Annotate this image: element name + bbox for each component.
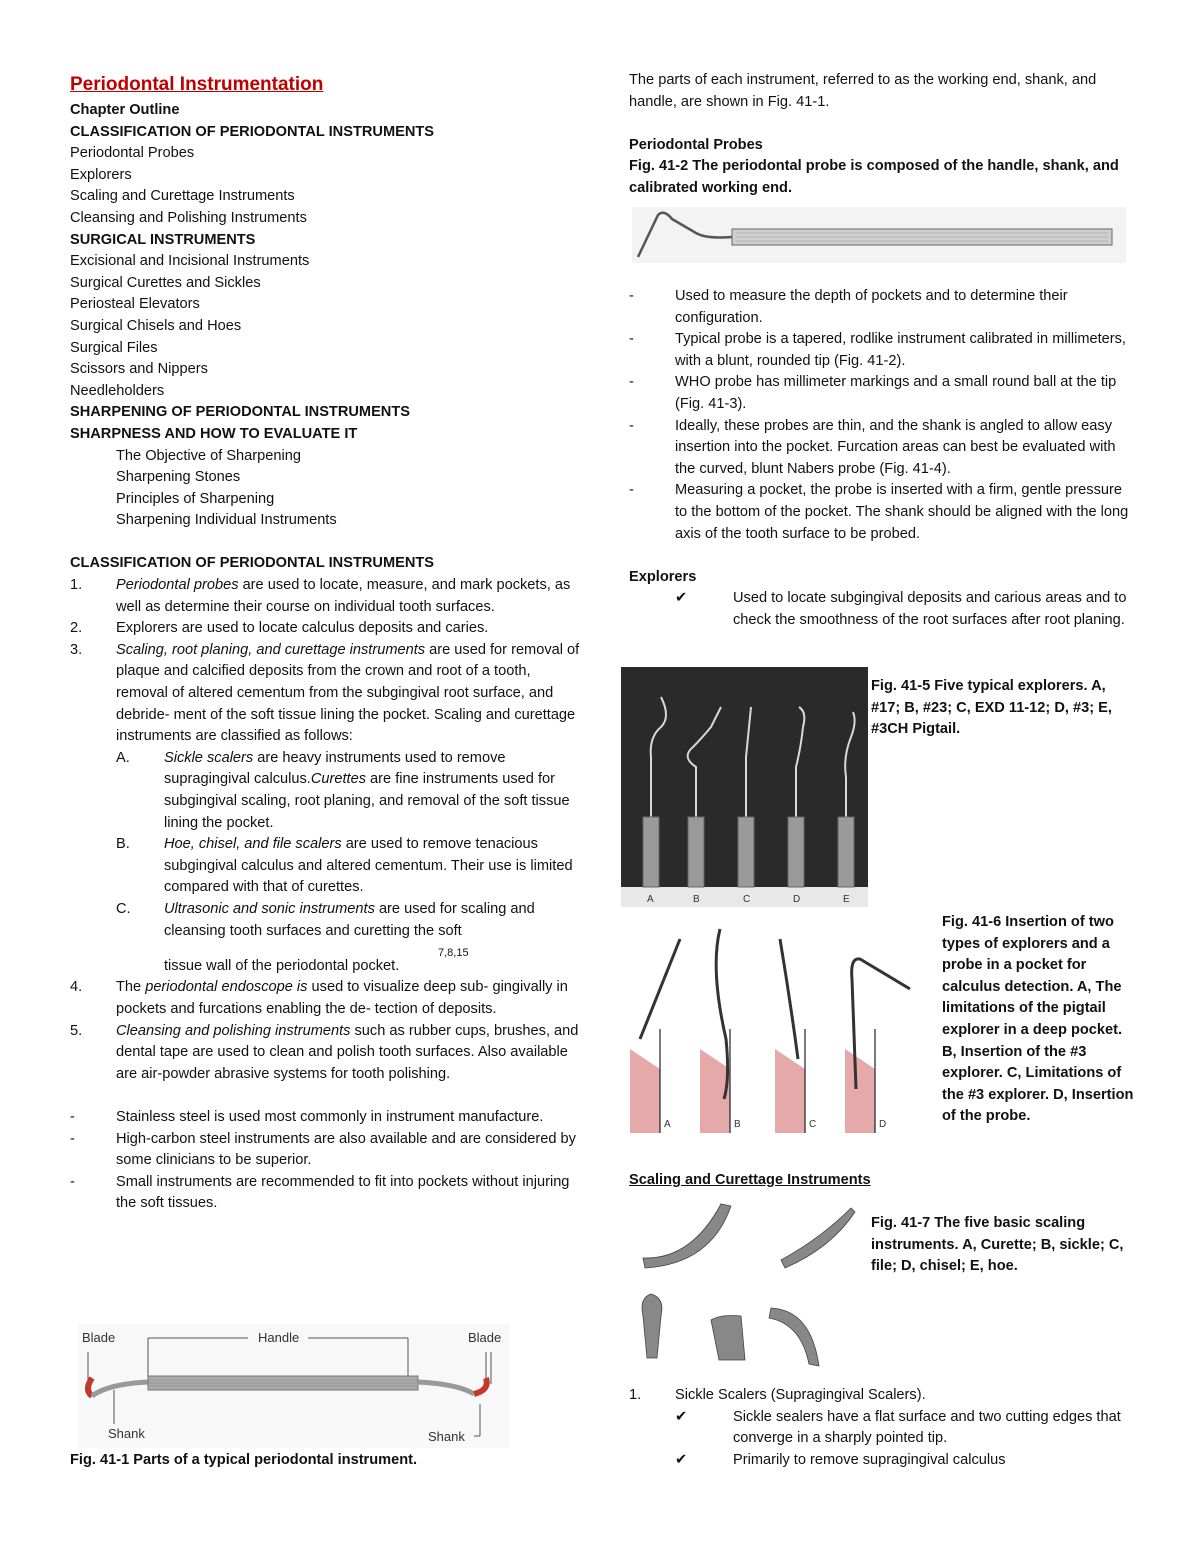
fig1-label-blade-left: Blade (82, 1330, 116, 1345)
outline-item: CLASSIFICATION OF PERIODONTAL INSTRUMENTS (70, 123, 435, 140)
dash-text: High-carbon steel instruments are also available and are considered by some clinicians to be superior. (116, 1130, 576, 1169)
check-text: Used to locate subgingival deposits and carious areas and to check the smoothness of the root surfaces after root planing. (733, 590, 1127, 628)
outline-item: Scissors and Nippers (70, 361, 208, 378)
list-item (629, 1385, 1134, 1407)
outline-list (70, 122, 580, 532)
fig1-label-shank-left: Shank (108, 1426, 145, 1441)
list-text: are heavy instruments used to remove supragingival calculus. (164, 749, 506, 788)
dash-item (629, 480, 1134, 545)
fig1-label-handle: Handle (258, 1330, 300, 1345)
figure-41-6-insertion-diagram (620, 919, 930, 1133)
figure-41-6-caption: Fig. 41-6 Insertion of two types of explorers and a probe in a pocket for calculus detection. A, The limitations of the pigtail explorer in a deep pocket. B, Insertion of the #3 explorer. C, Limitations of the #3 explorer. D, Insertion of the probe. (942, 914, 1134, 1125)
dash-mark: - (70, 1108, 75, 1125)
fig5-label: E (843, 894, 850, 905)
check-item (629, 1450, 1134, 1472)
dash-mark: - (629, 331, 634, 348)
dash-text: Small instruments are recommended to fit into pockets without injuring the soft tissues. (116, 1173, 570, 1212)
figure-41-7-scaling-instruments (631, 1198, 856, 1370)
list-number: 1. (629, 1387, 642, 1403)
outline-subitem: Sharpening Stones (116, 469, 241, 486)
list-item (70, 977, 580, 1020)
right-column (629, 70, 1134, 200)
dash-text: Stainless steel is used most commonly in instrument manufacture. (116, 1108, 544, 1125)
list-number: 4. (70, 979, 83, 996)
list-text: The (116, 979, 146, 996)
dash-mark: - (629, 374, 634, 391)
list-text: are fine instruments used for subgingival scaling, root planing, and removal of the soft tissue lining the pocket. (164, 771, 570, 831)
outline-item: Periodontal Probes (70, 145, 195, 162)
fig5-label: B (693, 894, 700, 905)
sub-list-letter: B. (116, 836, 130, 853)
sub-list-item (70, 748, 580, 834)
left-column (70, 70, 580, 1215)
probes-heading: Periodontal Probes (629, 136, 763, 153)
dash-item (70, 1172, 580, 1215)
fig5-label: D (793, 894, 801, 905)
check-item (629, 588, 1134, 631)
list-emphasis: Sickle scalers (164, 749, 254, 766)
sickle-section (629, 1385, 1134, 1471)
list-number: 3. (70, 641, 83, 658)
list-text: Explorers are used to locate calculus deposits and caries. (116, 620, 489, 637)
list-emphasis: Periodontal probes (116, 577, 239, 594)
list-text: used to visualize deep sub- gingivally in pockets and furcations enabling the de- tection of deposits. (116, 979, 568, 1017)
outline-item: Scaling and Curettage Instruments (70, 188, 295, 205)
list-number: 5. (70, 1022, 83, 1039)
list-text: are used to remove tenacious subgingival calculus and altered cementum. Their use is limited compared with that of curettes. (164, 836, 573, 896)
dash-item (70, 1129, 580, 1172)
outline-item: Surgical Files (70, 339, 158, 356)
dash-item (629, 286, 1134, 329)
list-item (70, 1021, 580, 1086)
check-text: Primarily to remove supragingival calculus (733, 1451, 1006, 1468)
dash-mark: - (629, 482, 634, 499)
dash-text: Typical probe is a tapered, rodlike instrument calibrated in millimeters, with a blunt, rounded tip (Fig. 41-2). (675, 331, 1126, 369)
outline-item: Excisional and Incisional Instruments (70, 253, 310, 270)
outline-subitem: Sharpening Individual Instruments (116, 512, 337, 529)
list-emphasis: Hoe, chisel, and file scalers (164, 836, 342, 853)
dash-item (629, 329, 1134, 372)
dash-mark: - (629, 288, 634, 304)
dash-mark: - (70, 1130, 75, 1147)
scaling-heading: Scaling and Curettage Instruments (629, 1172, 871, 1188)
outline-item: SHARPNESS AND HOW TO EVALUATE IT (70, 425, 358, 442)
check-text: Sickle sealers have a flat surface and two cutting edges that converge in a sharply pointed tip. (733, 1408, 1121, 1447)
fig6-label: D (879, 1119, 887, 1130)
dash-text: Measuring a pocket, the probe is inserted with a firm, gentle pressure to the bottom of the pocket. The shank should be aligned with the long axis of the tooth surface to be probed. (675, 482, 1129, 542)
page-title: Periodontal Instrumentation (70, 74, 324, 95)
outline-item: Surgical Chisels and Hoes (70, 317, 242, 334)
outline-subitem: Principles of Sharpening (116, 490, 275, 507)
dash-text: Used to measure the depth of pockets and to determine their configuration. (675, 288, 1068, 326)
figure-41-1-caption: Fig. 41-1 Parts of a typical periodontal instrument. (70, 1452, 418, 1468)
list-text: tissue wall of the periodontal pocket. (164, 957, 400, 974)
list-emphasis: Scaling, root planing, and curettage instruments (116, 641, 426, 658)
list-item (70, 575, 580, 618)
check-mark: ✔ (675, 1408, 688, 1425)
dash-item (70, 1107, 580, 1129)
fig6-label: C (809, 1119, 817, 1130)
outline-item: Periosteal Elevators (70, 296, 200, 313)
fig6-label: A (664, 1119, 671, 1130)
outline-item: SURGICAL INSTRUMENTS (70, 231, 256, 248)
fig1-label-blade-right: Blade (468, 1330, 502, 1345)
check-item (629, 1407, 1134, 1450)
figure-41-2-probe-image (632, 207, 1126, 263)
classification-heading: CLASSIFICATION OF PERIODONTAL INSTRUMENTS (70, 555, 435, 572)
fig5-label: C (743, 894, 751, 905)
list-item (70, 618, 580, 640)
dash-text: Ideally, these probes are thin, and the shank is angled to allow easy insertion into the pocket. Furcation areas can best be evaluated with the curved, blunt Nabers probe (Fig. 41-4). (675, 417, 1116, 477)
sub-list-letter: C. (116, 900, 131, 917)
list-emphasis: Ultrasonic and sonic instruments (164, 900, 375, 917)
check-mark: ✔ (675, 590, 688, 607)
reference-superscript: 7,8,15 (438, 947, 469, 960)
list-emphasis: periodontal endoscope is (145, 979, 308, 996)
sub-list-item (70, 834, 580, 899)
outline-item: Explorers (70, 166, 132, 183)
intro-paragraph: The parts of each instrument, referred to as the working end, shank, and handle, are shown in Fig. 41-1. (629, 72, 1097, 110)
list-text: are used to locate, measure, and mark pockets, as well as determine their course on individual tooth surfaces. (116, 577, 571, 615)
list-text: are used for removal of plaque and calcified deposits from the crown and root of a tooth, removal of altered cementum from the subgingival root surface, and debride- ment of the soft tissue lining the pocket. Scaling and curettage instruments are classified as follows: (116, 641, 580, 745)
outline-item: SHARPENING OF PERIODONTAL INSTRUMENTS (70, 404, 410, 421)
figure-41-5-caption: Fig. 41-5 Five typical explorers. A, #17; B, #23; C, EXD 11-12; D, #3; E, #3CH Pigtail. (871, 678, 1112, 738)
fig6-label: B (734, 1119, 741, 1130)
list-text: Sickle Scalers (Supragingival Scalers). (675, 1387, 926, 1403)
list-text: are used for scaling and cleansing tooth surfaces and curetting the soft (164, 900, 535, 939)
outline-heading: Chapter Outline (70, 102, 180, 118)
dash-mark: - (70, 1173, 75, 1190)
dash-text: WHO probe has millimeter markings and a small round ball at the tip (Fig. 41-3). (675, 374, 1117, 412)
list-number: 1. (70, 577, 83, 594)
figure-41-7-caption: Fig. 41-7 The five basic scaling instruments. A, Curette; B, sickle; C, file; D, chisel; E, hoe. (871, 1215, 1124, 1275)
figure-41-5-explorers-photo (621, 667, 868, 907)
sub-list-letter: A. (116, 749, 130, 766)
list-emphasis: Curettes (310, 771, 366, 788)
sub-list-item (70, 899, 580, 977)
list-item (70, 640, 580, 748)
dash-item (629, 416, 1134, 481)
figure-41-2-caption: Fig. 41-2 The periodontal probe is composed of the handle, shank, and calibrated working end. (629, 158, 1119, 196)
outline-item: Surgical Curettes and Sickles (70, 274, 261, 291)
outline-item: Cleansing and Polishing Instruments (70, 209, 307, 226)
figure-41-1-instrument-diagram (78, 1324, 510, 1448)
outline-item: Needleholders (70, 382, 165, 399)
probes-list (629, 286, 1134, 632)
list-text: such as rubber cups, brushes, and dental tape are used to clean and polish tooth surfaces. Also available are air-powder abrasive systems for tooth polishing. (116, 1022, 579, 1082)
dash-mark: - (629, 417, 634, 434)
dash-item (629, 372, 1134, 415)
outline-subitem: The Objective of Sharpening (116, 447, 301, 464)
list-number: 2. (70, 620, 83, 637)
fig5-label: A (647, 894, 654, 905)
fig1-label-shank-right: Shank (428, 1429, 465, 1444)
list-emphasis: Cleansing and polishing instruments (116, 1022, 351, 1039)
check-mark: ✔ (675, 1451, 688, 1468)
explorers-heading: Explorers (629, 568, 697, 585)
